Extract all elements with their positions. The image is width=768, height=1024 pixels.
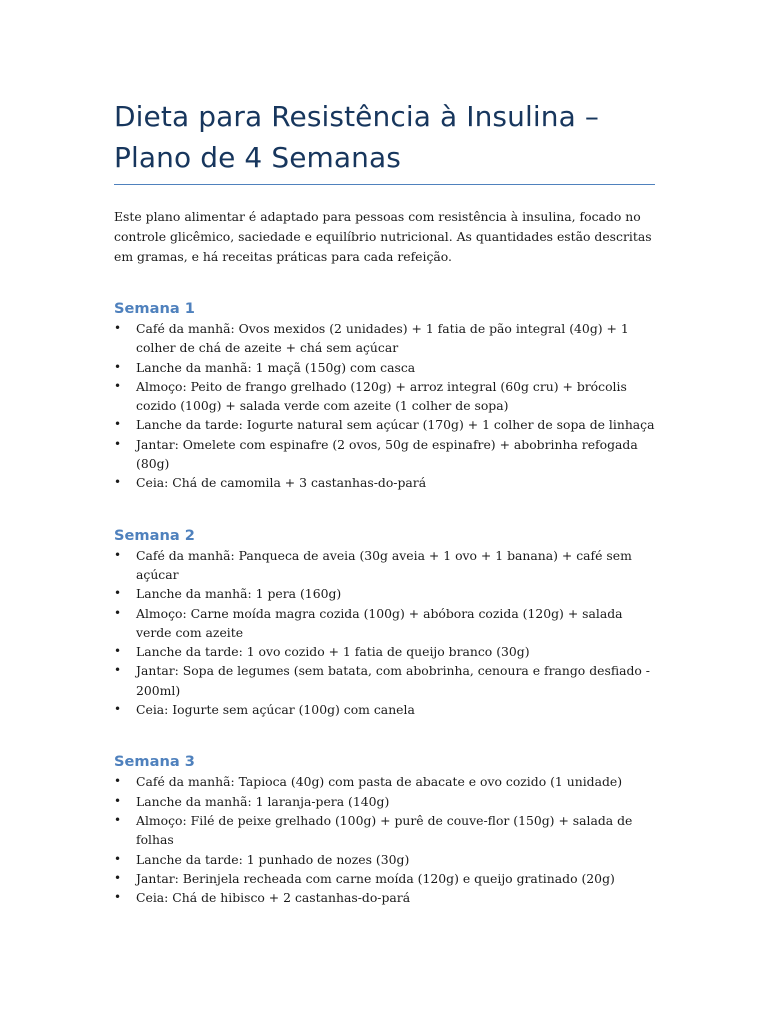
meal-item (114, 811, 656, 850)
meal-text: Ceia: Chá de hibisco + 2 castanhas-do-pará (136, 890, 411, 906)
meal-item (114, 604, 656, 643)
bullet-icon: • (114, 663, 122, 678)
meal-item (114, 869, 656, 888)
meal-list (114, 319, 656, 493)
bullet-icon: • (114, 436, 122, 451)
meal-text: Café da manhã: Panqueca de aveia (30g aveia + 1 ovo + 1 banana) + café sem açúcar (136, 547, 632, 582)
bullet-icon: • (114, 547, 122, 562)
meal-item (114, 700, 656, 719)
intro-paragraph: Este plano alimentar é adaptado para pessoas com resistência à insulina, focado no controle glicêmico, saciedade e equilíbrio nutricional. As quantidades estão descritas em gramas, e há receitas práticas para cada refeição. (114, 209, 652, 264)
meal-item (114, 850, 656, 869)
bullet-icon: • (114, 359, 122, 374)
meal-item (114, 319, 656, 358)
meal-text: Jantar: Omelete com espinafre (2 ovos, 50g de espinafre) + abobrinha refogada (80g) (136, 436, 638, 472)
meal-text: Ceia: Chá de camomila + 3 castanhas-do-pará (136, 475, 427, 491)
meal-text: Lanche da manhã: 1 pera (160g) (136, 586, 342, 602)
document-page (114, 0, 656, 907)
bullet-icon: • (114, 774, 122, 789)
meal-item (114, 435, 656, 474)
meal-item (114, 358, 656, 377)
meal-item (114, 642, 656, 661)
meal-item (114, 546, 656, 585)
meal-text: Ceia: Iogurte sem açúcar (100g) com canela (136, 702, 415, 718)
meal-text: Lanche da tarde: Iogurte natural sem açúcar (170g) + 1 colher de sopa de linhaça (136, 417, 655, 433)
bullet-icon: • (114, 586, 122, 601)
week-heading: Semana 1 (114, 300, 195, 317)
meal-text: Café da manhã: Ovos mexidos (2 unidades) + 1 fatia de pão integral (40g) + 1 colher de chá de azeite + chá sem açúcar (136, 321, 629, 356)
week-3-section (114, 752, 656, 907)
meal-item (114, 792, 656, 811)
meal-item (114, 584, 656, 603)
meal-text: Almoço: Filé de peixe grelhado (100g) + purê de couve-flor (150g) + salada de folhas (136, 812, 633, 848)
week-1-section (114, 299, 656, 493)
meal-text: Lanche da manhã: 1 laranja-pera (140g) (136, 793, 390, 809)
meal-item (114, 415, 656, 434)
meal-item (114, 772, 656, 791)
meal-text: Jantar: Berinjela recheada com carne moída (120g) e queijo gratinado (20g) (136, 870, 615, 886)
bullet-icon: • (114, 890, 122, 905)
meal-item (114, 888, 656, 907)
bullet-icon: • (114, 417, 122, 432)
week-heading: Semana 3 (114, 753, 195, 771)
bullet-icon: • (114, 475, 122, 490)
meal-item (114, 377, 656, 416)
week-2-section (114, 526, 656, 720)
bullet-icon: • (114, 605, 122, 620)
meal-text: Lanche da tarde: 1 punhado de nozes (30g) (136, 851, 410, 867)
document-title: Dieta para Resistência à Insulina – Plano de 4 Semanas (114, 100, 599, 174)
bullet-icon: • (114, 870, 122, 885)
title-underline (114, 184, 655, 185)
bullet-icon: • (114, 644, 122, 659)
meal-item (114, 661, 656, 700)
bullet-icon: • (114, 812, 122, 827)
bullet-icon: • (114, 793, 122, 808)
bullet-icon: • (114, 321, 122, 335)
meal-item (114, 473, 656, 492)
meal-text: Café da manhã: Tapioca (40g) com pasta de abacate e ovo cozido (1 unidade) (136, 774, 623, 790)
bullet-icon: • (114, 851, 122, 866)
meal-text: Lanche da tarde: 1 ovo cozido + 1 fatia de queijo branco (30g) (136, 644, 530, 660)
week-heading: Semana 2 (114, 526, 195, 544)
meal-list (114, 772, 656, 907)
bullet-icon: • (114, 378, 122, 393)
bullet-icon: • (114, 702, 122, 717)
meal-list (114, 546, 656, 720)
meal-text: Almoço: Peito de frango grelhado (120g) + arroz integral (60g cru) + brócolis cozido (100g) + salada verde com azeite (1 colher de sopa) (136, 378, 627, 414)
meal-text: Lanche da manhã: 1 maçã (150g) com casca (136, 359, 416, 375)
meal-text: Almoço: Carne moída magra cozida (100g) + abóbora cozida (120g) + salada verde com azeite (136, 605, 623, 640)
meal-text: Jantar: Sopa de legumes (sem batata, com abobrinha, cenoura e frango desfiado - 200ml) (136, 663, 650, 698)
